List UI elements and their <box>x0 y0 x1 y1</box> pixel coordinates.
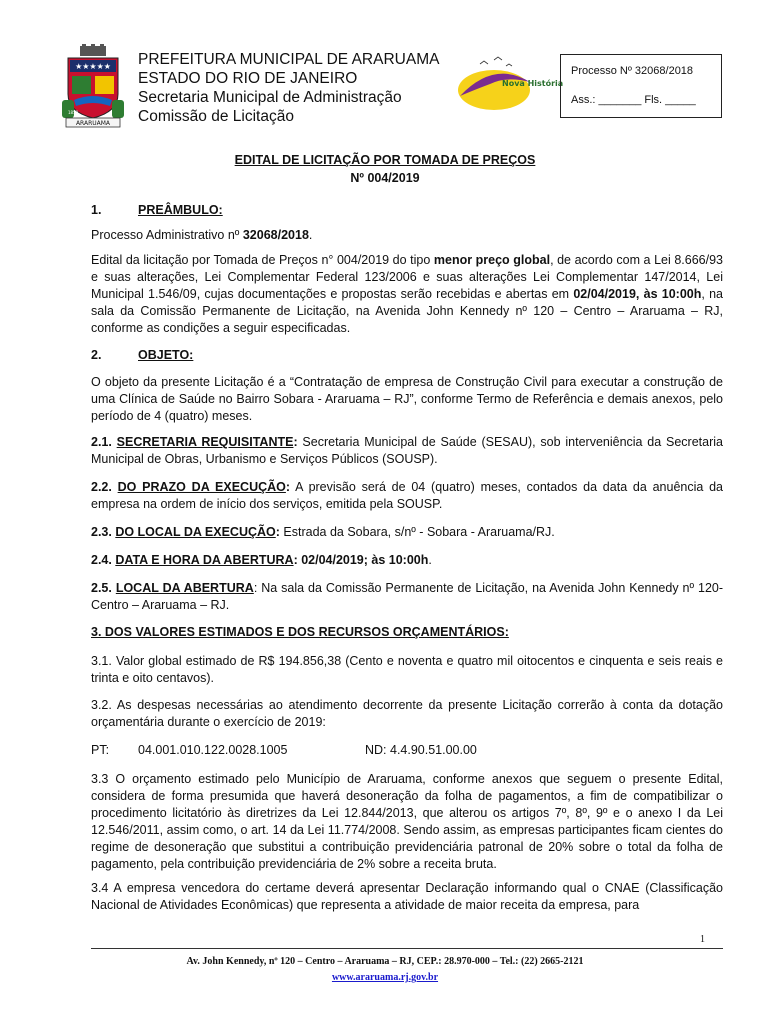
text: : <box>275 525 280 539</box>
budget-codes-row <box>91 743 477 757</box>
item-text: : Na sala da Comissão Permanente de Licitação, na Avenida John Kennedy nº 120- Centro – Araruama – RJ. <box>91 581 724 612</box>
signature-fields: Ass.: _______ Fls. _____ <box>571 94 696 106</box>
item-number: 2.3. <box>91 525 116 539</box>
bid-type: menor preço global <box>433 253 551 267</box>
process-number-box <box>560 54 722 118</box>
text: . <box>428 553 432 567</box>
section-number: 1. <box>91 203 102 217</box>
nd-value: ND: 4.4.90.51.00.00 <box>365 743 477 757</box>
footer-website-link[interactable]: www.araruama.rj.gov.br <box>331 972 439 983</box>
item-label: LOCAL DA ABERTURA <box>115 581 254 595</box>
text: . <box>308 228 313 242</box>
item-label: DO PRAZO DA EXECUÇÃO <box>117 480 286 494</box>
pt-label: PT: <box>91 743 110 757</box>
header-state: ESTADO DO RIO DE JANEIRO <box>138 70 358 87</box>
item-label: SECRETARIA REQUISITANTE <box>116 435 294 449</box>
item-2-5 <box>91 580 723 614</box>
item-number: 2.4. <box>91 553 116 567</box>
header-commission: Comissão de Licitação <box>138 108 294 125</box>
item-2-4 <box>91 552 723 569</box>
item-2-2 <box>91 479 723 513</box>
section-label: OBJETO: <box>138 348 194 362</box>
text: , de acordo com a Lei 8.666/93 e suas alterações, Lei Complementar Federal 123/2006 e suas alterações Lei Complementar 147/2014, Lei Municipal 1.546/09, cujas documentações e propostas serão recebidas e abertas em <box>91 253 723 301</box>
section-3-heading <box>91 625 509 639</box>
text: Edital da licitação por Tomada de Preços n° 004/2019 do tipo <box>91 253 434 267</box>
header-secretariat: Secretaria Municipal de Administração <box>138 89 402 106</box>
object-paragraph: O objeto da presente Licitação é a “Contratação de empresa de Construção Civil para executar a construção de uma Clínica de Saúde no Bairro Sobara - Araruama – RJ”, conforme Termo de Referência e demais anexos, pelo período de 4 (quatro) meses. <box>91 375 723 423</box>
institution-header <box>138 50 439 126</box>
process-number: Processo Nº 32068/2018 <box>571 65 694 77</box>
pt-value: 04.001.010.122.0028.1005 <box>138 743 288 757</box>
document-number: Nº 004/2019 <box>350 171 420 185</box>
item-label: DATA E HORA DA ABERTURA <box>115 553 294 567</box>
footer-address: Av. John Kennedy, nº 120 – Centro – Araruama – RJ, CEP.: 28.970-000 – Tel.: (22) 2665-2121 <box>186 956 584 967</box>
nova-historia-logo <box>450 56 564 114</box>
preamble-paragraph <box>91 252 723 337</box>
header-city-hall: PREFEITURA MUNICIPAL DE ARARUAMA <box>138 51 440 68</box>
item-text: Estrada da Sobara, s/nº - Sobara - Araruama/RJ. <box>279 525 555 539</box>
document-title: EDITAL DE LICITAÇÃO POR TOMADA DE PREÇOS <box>234 153 536 167</box>
section-1-heading <box>91 203 223 217</box>
item-number: 2.5. <box>91 581 116 595</box>
text: : <box>293 435 298 449</box>
section-label: 3. DOS VALORES ESTIMADOS E DOS RECURSOS ORÇAMENTÁRIOS: <box>91 625 509 639</box>
paragraph-3-2: 3.2. As despesas necessárias ao atendimento decorrente da presente Licitação correrão à conta da dotação orçamentária durante o exercício de 2019: <box>91 698 723 729</box>
paragraph-3-3: 3.3 O orçamento estimado pelo Município de Araruama, conforme anexos que seguem o presente Edital, considera de forma presumida que haverá desoneração da folha de pagamentos, a fim de compatibilizar o procedimento licitatório às diretrizes da Lei 12.844/2013, que alterou os artigos 7º, 8º, 9º e o anexo I da Lei 12.546/2011, assim como, o art. 14 da Lei 11.774/2008. Sendo assim, as empresas participantes ficam cientes do regime de desoneração que substitui a contribuição previdenciária patronal de 20% sobre o total da folha de pagamento, pela contribuição previdenciária de 2% sobre a receita bruta. <box>91 772 723 871</box>
item-text: A previsão será de 04 (quatro) meses, contados da data da anuência da empresa na ordem de início dos serviços, emitida pela SOUSP. <box>91 480 724 511</box>
opening-date: 02/04/2019, às 10:00h <box>573 287 702 301</box>
item-2-3 <box>91 524 723 541</box>
crest-banner-text: ARARUAMA <box>75 120 111 127</box>
item-text: : 02/04/2019; às 10:00h <box>293 553 429 567</box>
item-label: DO LOCAL DA EXECUÇÃO <box>115 525 276 539</box>
item-text: Secretaria Municipal de Saúde (SESAU), sob interveniência da Secretaria Municipal de Obras, Urbanismo e Serviços Públicos (SOUSP). <box>91 435 723 466</box>
section-number: 2. <box>91 348 102 362</box>
page-number: 1 <box>700 934 705 945</box>
paragraph-3-4: 3.4 A empresa vencedora do certame deverá apresentar Declaração informando qual o CNAE (Classificação Nacional de Atividades Econômicas) que representa a atividade de maior receita da empresa, para <box>91 881 723 912</box>
footer-divider <box>91 948 723 949</box>
logo-text: Nova História <box>502 79 564 88</box>
process-id: 32068/2018 <box>242 228 309 242</box>
crest-year-text: 1859 <box>68 110 79 115</box>
text: , na sala da Comissão Permanente de Licitação, na Avenida John Kennedy nº 120 – Centro – Araruama – RJ, conforme as condições a seguir especificadas. <box>91 287 723 335</box>
section-2-heading <box>91 348 193 362</box>
item-number: 2.2. <box>91 480 118 494</box>
text: Processo Administrativo nº <box>91 228 243 242</box>
process-paragraph <box>91 227 723 244</box>
item-2-1 <box>91 434 723 468</box>
item-number: 2.1. <box>91 435 117 449</box>
paragraph-3-1: 3.1. Valor global estimado de R$ 194.856,38 (Cento e noventa e quatro mil oitocentos e cinquenta e seis reais e trinta e oito centavos). <box>91 654 723 685</box>
araruama-crest-logo <box>60 44 126 128</box>
svg-text:★★★★★: ★★★★★ <box>75 62 111 71</box>
section-label: PREÂMBULO: <box>138 203 223 217</box>
text: : <box>285 480 291 494</box>
